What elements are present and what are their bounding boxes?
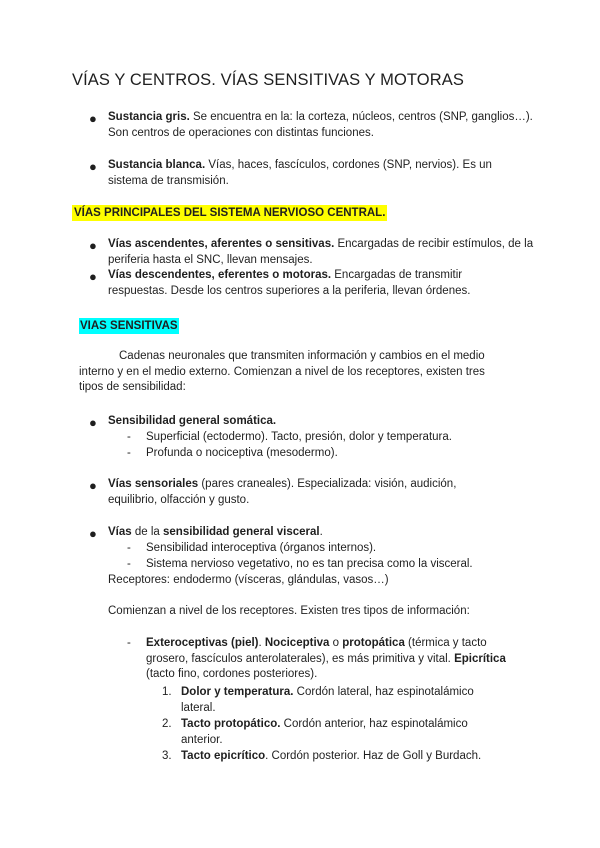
- section-heading-highlighted: VIAS SENSITIVAS: [80, 320, 178, 332]
- list-item: Vías de la sensibilidad general visceral.: [108, 526, 323, 538]
- section-heading-highlighted: VÍAS PRINCIPALES DEL SISTEMA NERVIOSO CENTRAL.: [74, 207, 386, 219]
- list-number: 1.: [162, 686, 172, 698]
- list-item: Sensibilidad general somática.: [108, 415, 277, 427]
- numbered-item: Dolor y temperatura. Cordón lateral, haz espinotalámico lateral.: [181, 686, 474, 714]
- bullet-icon: ●: [89, 415, 97, 430]
- list-item: Sustancia blanca. Vías, haces, fascículos, cordones (SNP, nervios). Es un sistema de transmisión.: [108, 159, 492, 187]
- bullet-icon: ●: [89, 159, 97, 174]
- sub-list-item: Profunda o nociceptiva (mesodermo).: [146, 447, 338, 459]
- dash-marker: -: [127, 431, 131, 443]
- sub-list-item: Superficial (ectodermo). Tacto, presión, dolor y temperatura.: [146, 431, 452, 443]
- list-item: Sustancia gris. Se encuentra en la: la corteza, núcleos, centros (SNP, ganglios…). Son centros de operaciones con distintas funciones.: [108, 111, 533, 139]
- numbered-item: Tacto protopático. Cordón anterior, haz espinotalámico anterior.: [181, 718, 468, 746]
- list-item: Vías descendentes, eferentes o motoras. Encargadas de transmitir respuestas. Desde los centros superiores a la periferia, llevan órdenes.: [108, 269, 471, 297]
- sub-list-item: Exteroceptivas (piel). Nociceptiva o protopática (térmica y tacto grosero, fascículos anterolaterales), es más primitiva y vital. Epicrítica (tacto fino, cordones posteriores).: [146, 637, 506, 680]
- bullet-icon: ●: [89, 111, 97, 126]
- bullet-icon: ●: [89, 269, 97, 284]
- paragraph: Comienzan a nivel de los receptores. Existen tres tipos de información:: [108, 605, 470, 617]
- dash-marker: -: [127, 542, 131, 554]
- dash-marker: -: [127, 447, 131, 459]
- list-number: 3.: [162, 750, 172, 762]
- dash-marker: -: [127, 558, 131, 570]
- sub-list-item: Sensibilidad interoceptiva (órganos internos).: [146, 542, 377, 554]
- paragraph: Receptores: endodermo (vísceras, glándulas, vasos…): [108, 574, 389, 586]
- bullet-icon: ●: [89, 526, 97, 541]
- list-item: Vías ascendentes, aferentes o sensitivas. Encargadas de recibir estímulos, de la periferia hasta el SNC, llevan mensajes.: [108, 238, 534, 266]
- list-item: Vías sensoriales (pares craneales). Especializada: visión, audición, equilibrio, olfacción y gusto.: [108, 478, 457, 506]
- page-title: VÍAS Y CENTROS. VÍAS SENSITIVAS Y MOTORAS: [72, 71, 464, 89]
- paragraph: Cadenas neuronales que transmiten información y cambios en el medio interno y en el medio externo. Comienzan a nivel de los receptores, existen tres tipos de sensibilidad:: [79, 350, 485, 393]
- numbered-item: Tacto epicrítico. Cordón posterior. Haz de Goll y Burdach.: [181, 750, 482, 762]
- sub-list-item: Sistema nervioso vegetativo, no es tan precisa como la visceral.: [146, 558, 473, 570]
- bullet-icon: ●: [89, 238, 97, 253]
- list-number: 2.: [162, 718, 172, 730]
- bullet-icon: ●: [89, 478, 97, 493]
- dash-marker: -: [127, 637, 131, 649]
